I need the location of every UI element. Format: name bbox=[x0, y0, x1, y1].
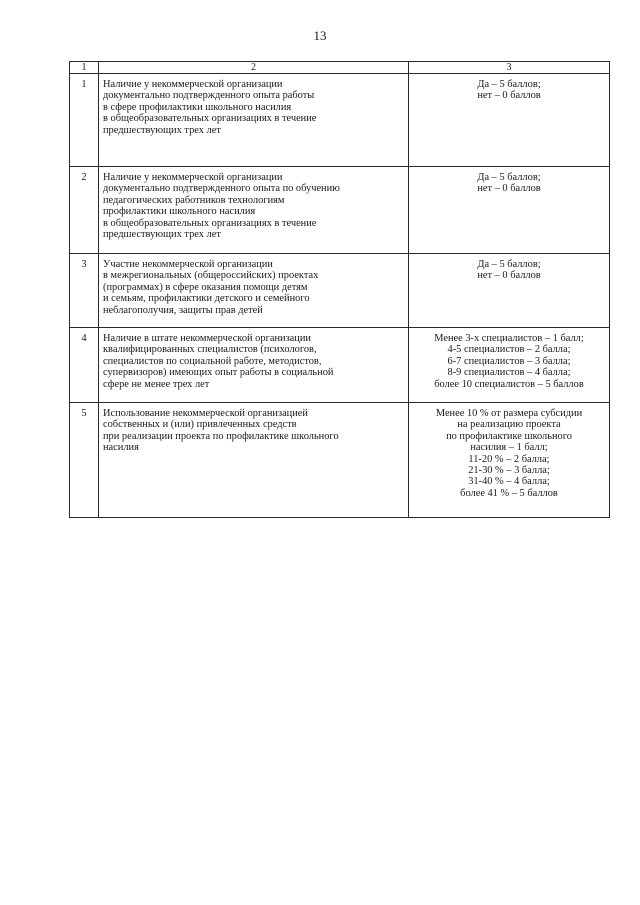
score-line: 21-30 % – 3 балла; bbox=[468, 465, 550, 477]
score-line: 6-7 специалистов – 3 балла; bbox=[447, 355, 571, 367]
criterion-line: насилия bbox=[103, 442, 139, 454]
score-line: более 10 специалистов – 5 баллов bbox=[434, 378, 584, 390]
score-line: более 41 % – 5 баллов bbox=[460, 487, 558, 499]
criterion-line: Использование некоммерческой организацией bbox=[103, 408, 308, 419]
page-number: 13 bbox=[313, 28, 327, 43]
score-line: насилия – 1 балл; bbox=[470, 442, 548, 454]
row-number: 1 bbox=[70, 74, 99, 167]
score-line: нет – 0 баллов bbox=[477, 183, 541, 195]
score-cell bbox=[409, 254, 610, 328]
criterion-line: педагогических работников технологиям bbox=[103, 194, 285, 206]
score-cell bbox=[409, 403, 610, 518]
table-row bbox=[70, 254, 610, 328]
criterion-line: предшествующих трех лет bbox=[103, 229, 221, 241]
score-line: Да – 5 баллов; bbox=[477, 172, 541, 183]
criterion-line: предшествующих трех лет bbox=[103, 124, 221, 136]
score-line: по профилактике школьного bbox=[446, 430, 572, 442]
score-cell bbox=[409, 328, 610, 403]
criterion-cell bbox=[99, 254, 409, 328]
criterion-line: Наличие в штате некоммерческой организации bbox=[103, 333, 311, 344]
criterion-line: в межрегиональных (общероссийских) проектах bbox=[103, 270, 319, 282]
criterion-line: профилактики школьного насилия bbox=[103, 206, 256, 218]
criterion-line: собственных и (или) привлеченных средств bbox=[103, 419, 297, 431]
criterion-line: Наличие у некоммерческой организации bbox=[103, 172, 283, 183]
criterion-line: в общеобразовательных организациях в течение bbox=[103, 113, 317, 125]
criterion-line: в общеобразовательных организациях в течение bbox=[103, 217, 317, 229]
criterion-line: и семьям, профилактики детского и семейного bbox=[103, 293, 310, 305]
criterion-line: специалистов по социальной работе, методистов, bbox=[103, 355, 322, 367]
row-number: 3 bbox=[70, 254, 99, 328]
criterion-line: документально подтвержденного опыта по обучению bbox=[103, 183, 340, 195]
criterion-line: (программах) в сфере оказания помощи детям bbox=[103, 281, 308, 293]
table-row bbox=[70, 74, 610, 167]
score-line: 31-40 % – 4 балла; bbox=[468, 476, 550, 488]
score-line: 8-9 специалистов – 4 балла; bbox=[447, 367, 571, 379]
criteria-table bbox=[69, 61, 610, 518]
criterion-line: сфере не менее трех лет bbox=[103, 378, 210, 390]
row-number: 4 bbox=[70, 328, 99, 403]
criterion-line: при реализации проекта по профилактике школьного bbox=[103, 430, 339, 442]
row-number: 5 bbox=[70, 403, 99, 518]
row-number: 2 bbox=[70, 167, 99, 254]
criterion-line: супервизоров) имеющих опыт работы в социальной bbox=[103, 367, 334, 379]
criterion-line: Участие некоммерческой организации bbox=[103, 259, 273, 270]
table-header-row bbox=[70, 62, 610, 74]
score-line: Менее 3-х специалистов – 1 балл; bbox=[434, 333, 584, 344]
criterion-line: документально подтвержденного опыта работы bbox=[103, 90, 315, 102]
criterion-line: неблагополучия, защиты прав детей bbox=[103, 304, 263, 316]
score-line: Да – 5 баллов; bbox=[477, 259, 541, 270]
criterion-line: в сфере профилактики школьного насилия bbox=[103, 101, 292, 113]
score-line: на реализацию проекта bbox=[457, 419, 561, 431]
criterion-cell bbox=[99, 403, 409, 518]
header-cell-3: 3 bbox=[409, 62, 610, 74]
header-cell-1: 1 bbox=[70, 62, 99, 74]
score-line: нет – 0 баллов bbox=[477, 90, 541, 102]
criterion-cell bbox=[99, 328, 409, 403]
criterion-line: Наличие у некоммерческой организации bbox=[103, 79, 283, 90]
score-line: Да – 5 баллов; bbox=[477, 79, 541, 90]
score-cell bbox=[409, 167, 610, 254]
criterion-cell bbox=[99, 74, 409, 167]
score-line: 11-20 % – 2 балла; bbox=[468, 453, 550, 465]
criterion-cell bbox=[99, 167, 409, 254]
score-line: Менее 10 % от размера субсидии bbox=[435, 408, 583, 419]
criterion-line: квалифицированных специалистов (психологов, bbox=[103, 344, 317, 356]
score-cell bbox=[409, 74, 610, 167]
score-line: нет – 0 баллов bbox=[477, 270, 541, 282]
score-line: 4-5 специалистов – 2 балла; bbox=[447, 344, 571, 356]
table-row bbox=[70, 328, 610, 403]
header-cell-2: 2 bbox=[99, 62, 409, 74]
table-row bbox=[70, 167, 610, 254]
table-row bbox=[70, 403, 610, 518]
